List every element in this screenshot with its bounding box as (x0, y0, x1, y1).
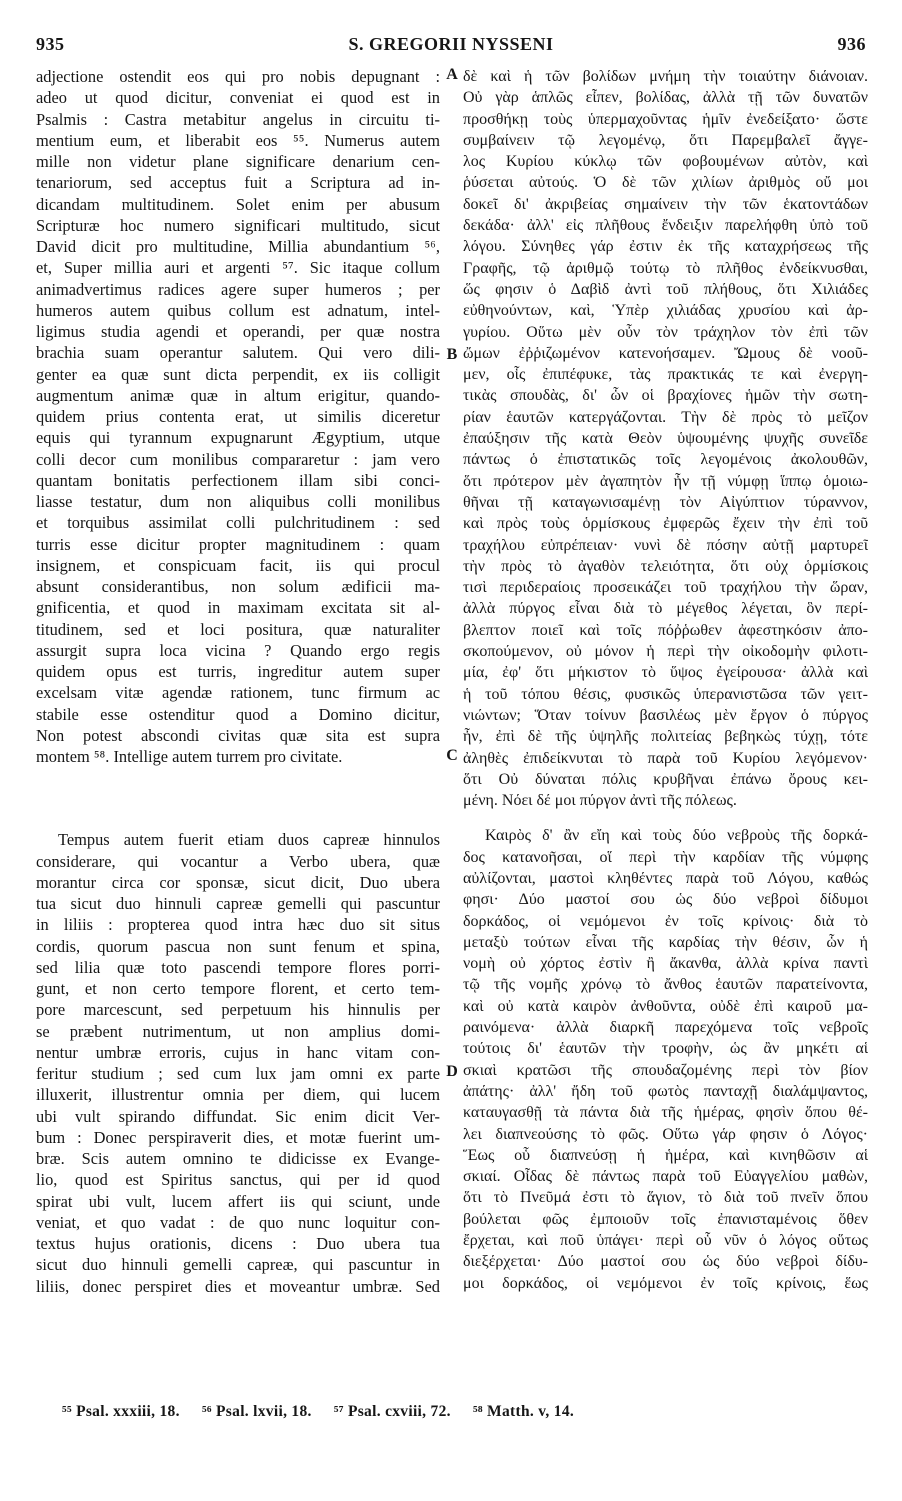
latin-para2-line: nentur umbræ erroris, cujus in hanc vitam con- (36, 1042, 440, 1062)
latin-para2-line: pore marcescunt, sed perpetuum his hinnulis per (36, 1000, 440, 1020)
footnote-56: ⁵⁶ Psal. lxvii, 18. (201, 1403, 312, 1420)
greek-para2-line: βούλεται φῶς ἐμποιοῦν τοῖς ἐπανισταμένοις ὅθεν (463, 1210, 868, 1228)
latin-para1-line: quidem opus est turris, ingreditur autem super (36, 662, 440, 681)
footnote-58: ⁵⁸ Matth. v, 14. (472, 1403, 575, 1420)
greek-para1-line: δὲ καὶ ἡ τῶν βολίδων μνήμη τὴν τοιαύτην διάνοιαν. (463, 68, 868, 85)
latin-para1-line: absunt considerantibus, non solum ædificii ma- (36, 577, 440, 596)
latin-para2-line: sed lilia quæ toto pascendi tempore flores porri- (36, 957, 440, 977)
greek-para1-line: ὤμων ἐῤῥιζωμένον κατενοήσαμεν. Ὤμους δὲ νοοῦ- (463, 344, 868, 362)
footnote-57: ⁵⁷ Psal. cxviii, 72. (333, 1403, 451, 1420)
latin-para1-line: montem ⁵⁸. Intellige autem turrem pro civitate. (36, 747, 343, 766)
latin-para1-line: excelsam vitæ agendæ rationem, tunc firmum ac (36, 683, 440, 703)
greek-para2-line: νομὴ οὐ χόρτος ἐστὶν ἢ ἄκανθα, ἀλλὰ κρίνα παντὶ (463, 955, 868, 973)
greek-para1-line: ὅτι Οὐ δύναται πόλις κρυβῆναι ἐπάνω ὄρους κει- (463, 770, 868, 788)
greek-para1-line: ῥύσεται αὐτούς. Ὁ δὲ τῶν χιλίων ἀριθμὸς οὔ μοι (463, 174, 868, 192)
latin-para2-line: Tempus autem fuerit etiam duos capreæ hinnulos (58, 830, 440, 850)
latin-para2-line: cordis, quorum pascua non sunt fenum et spina, (36, 936, 440, 956)
greek-para2-line: ραινόμενα· ἀλλὰ διαρκῆ παρεχόμενα τοῖς νεβροῖς (463, 1019, 868, 1037)
greek-para1-line: προσθήκῃ τοὺς ὑπερμαχοῦντας ἡμῖν ἐνεδείξατο· ὥστε (463, 110, 868, 128)
margin-marker-d: D (446, 1063, 458, 1080)
latin-para1-line: et, Super millia auri et argenti ⁵⁷. Sic itaque collum (36, 258, 440, 278)
latin-para1-line: quantam bonitatis perfectionem illam sibi conci- (36, 470, 440, 490)
latin-para1-line: brachia suam operantur salutem. Qui vero dili- (36, 343, 440, 363)
greek-column (463, 66, 868, 1294)
latin-para2-line: lio, quod est Spiritus sanctus, qui per id quod (36, 1170, 440, 1190)
greek-para2-line: τῷ τῆς νομῆς χρόνῳ τὸ ἄνθος ἑαυτῶν παρατείνοντα, (463, 976, 868, 994)
greek-para2-line: μεταξὺ τούτων εἶναι τῆς καρδίας τὴν θέσιν, ὧν ἡ (463, 933, 868, 951)
greek-para1-line: λόγου. Σύνηθες γάρ ἐστιν ἐκ τῆς καταχρήσεως τῆς (463, 238, 868, 256)
latin-para1-line: humeros autem quibus collum est adnatum, intel- (36, 300, 440, 320)
latin-para1-line: genter ea quæ sunt dicta perpendit, ex iis colligit (36, 364, 440, 384)
greek-para2-line: δορκάδος, οἱ νεμόμενοι ἐν τοῖς κρίνοις· διὰ τὸ (463, 912, 868, 930)
latin-para1-line: adjectione ostendit eos qui pro nobis depugnant : (36, 67, 440, 86)
margin-marker-c: C (446, 747, 458, 764)
latin-para1-line: Psalmis : Castra metabitur angelus in circuitu ti- (36, 109, 440, 129)
greek-para1-line: ἀλλὰ πύργος εἶναι διὰ τὸ μέγεθος λέγεται, ὃν περί- (463, 600, 868, 618)
latin-para2-line: liliis, donec perspiret dies et moveantur umbræ. Sed (36, 1276, 440, 1296)
latin-column (36, 66, 440, 1297)
latin-para2-line: spirat ubi vult, lucem affert iis qui sciunt, unde (36, 1191, 440, 1211)
latin-para2-line: tua sicut duo hinnuli capreæ gemelli qui pascuntur (36, 894, 440, 913)
latin-para1-line: tenariorum, sed acceptus fuit a Scriptura ad in- (36, 173, 440, 193)
page-number-right: 936 (837, 34, 866, 54)
greek-para1-line: συμβαίνειν τῷ λεγομένῳ, ὅτι Παρεμβαλεῖ ἄγγε- (463, 131, 868, 149)
greek-para1-line: νιώντων; Ὅταν τοίνυν βασιλέως μὲν ἔργον ὁ πύργος (463, 706, 868, 724)
latin-para2-line: morantur circa cor sponsæ, sicut dicit, Duo ubera (36, 872, 440, 892)
footnotes (62, 1403, 866, 1421)
greek-para1-line: τραχήλου εὐπρέπειαν· νυνὶ δὲ πόσην αὐτῇ μαρτυρεῖ (463, 536, 868, 554)
latin-para2-line: bum : Donec perspiraverit dies, et motæ fuerint um- (36, 1127, 440, 1147)
greek-para1-line: καὶ πρὸς τοὺς ὁρμίσκους ἐμφερῶς ἔχειν τὴν ἐπὶ τοῦ (463, 515, 868, 533)
greek-para2-line: σκιαὶ κρατῶσι τῆς σπουδαζομένης περὶ τὸν βίον (463, 1061, 868, 1079)
greek-para1-line: μένη. Νόει δέ μοι πύργον ἀντὶ τῆς πόλεως. (463, 792, 737, 810)
latin-para1-line: gnificentia, et quod in maximam excitata sit al- (36, 598, 440, 618)
latin-para1-line: turris esse dicitur propter magnitudinem : quam (36, 534, 440, 554)
greek-para2-line: καταυγασθῇ τὰ πάντα διὰ τῆς ἡμέρας, φησὶν ὅπου θέ- (463, 1104, 868, 1122)
greek-para2-line: σκιαί. Οἶδας δὲ πάντως παρὰ τοῦ Εὐαγγελίου μαθὼν, (463, 1168, 868, 1186)
greek-para1-line: εὐθηνούντων, καὶ, Ὑπὲρ χιλιάδας χρυσίου καὶ ἀρ- (463, 302, 868, 320)
latin-para2-line: veniat, et quo vadat : de quo nunc loquitur con- (36, 1212, 440, 1232)
greek-para2-line: Ἕως οὗ διαπνεύσῃ ἡ ἡμέρα, καὶ κινηθῶσιν αἱ (463, 1146, 868, 1164)
greek-para2-line: ἔρχεται, καὶ ποῦ ὑπάγει· περὶ οὗ νῦν ὁ λόγος οὕτως (463, 1232, 868, 1250)
greek-para1-line: δεκάδα· ἀλλ' εἰς πλῆθους ἔνδειξιν παρελήφθη ὑπὸ τοῦ (463, 217, 868, 235)
greek-para2-line: φησι· Δύο μαστοί σου ὡς δύο νεβροὶ δίδυμοι (463, 891, 868, 909)
greek-para1-line: λος Κυρίου κύκλῳ τῶν φοβουμένων αὐτὸν, καὶ (463, 153, 868, 171)
greek-para1-line: ἡ τοῦ τόπου θέσις, φυσικῶς ὑπερανιστῶσα τῶν γειτ- (463, 685, 868, 703)
latin-para1-line: mille non videtur plane significare denarium cen- (36, 152, 440, 171)
greek-para2-line: ὅτι τὸ Πνεῦμά ἐστι τὸ ἅγιον, τὸ διὰ τοῦ πνεῖν ὅπου (463, 1189, 868, 1207)
latin-para1-line: colli decor cum monilibus compararetur : jam vero (36, 449, 440, 469)
greek-para1-line: ἀληθὲς ἐπιδείκνυται τὸ παρὰ τοῦ Κυρίου λεγόμενον· (463, 749, 868, 767)
greek-para1-line: πάντως ὁ ἐπιστατικῶς τοῖς λεγομένοις ἀκολουθῶν, (463, 451, 868, 469)
greek-para1-line: τικὰς σπουδὰς, δι' ὧν οἱ βραχίονες ἡμῶν τὴν σωτη- (463, 387, 868, 405)
latin-para1-line: ligimus studia agendi et operandi, per quæ nostra (36, 322, 440, 341)
latin-para2-line: bræ. Scis autem omnino te didicisse ex Evange- (36, 1149, 440, 1168)
latin-para1-line: titudinem, sed et loci positura, quæ naturaliter (36, 619, 440, 639)
greek-para1-line: Γραφῆς, τῷ ἀριθμῷ τούτῳ τὸ πλῆθος ἐνδείκνυσθαι, (463, 259, 868, 277)
latin-para1-line: Scripturæ hoc numero significari multitudo, sicut (36, 215, 440, 235)
latin-para1-line: quidem prius contenta erat, ut similis diceretur (36, 407, 440, 426)
latin-para1-line: Non potest abscondi civitas quæ sita est supra (36, 725, 440, 745)
greek-para1-line: τὴν πρὸς τὸ ἀγαθὸν τελειότητα, ὅτι οὐχ ὁρμίσκοις (463, 557, 868, 575)
latin-para2-line: se præbent nutrimentum, ut non amplius domi- (36, 1021, 440, 1041)
greek-para1-line: γυρίου. Οὕτω μὲν οὖν τὸν τράχηλον τὸν ἐπὶ τῶν (463, 323, 868, 341)
margin-marker-b: B (446, 346, 458, 363)
latin-para2-line: textus hujus orationis, dicens : Duo ubera tua (36, 1234, 440, 1253)
latin-para1-line: equis qui tyrannum expugnarunt Ægyptium, utque (36, 428, 440, 448)
latin-para1-line: et torquibus assimilat colli pulchritudinem : sed (36, 513, 440, 533)
greek-para1-line: ὅτι πρότερον μὲν ἀγαπητὸν ἦν τῇ νύμφῃ ἵππῳ ὁμοιω- (463, 472, 868, 490)
latin-para1-line: insignem, et conspicuam facit, iis qui procul (36, 555, 440, 575)
greek-para1-line: μεν, οἷς ἐπιπέφυκε, τὰς πρακτικάς τε καὶ ἐνεργη- (463, 366, 868, 384)
latin-para1-line: mentium eum, et liberabit eos ⁵⁵. Numerus autem (36, 130, 440, 150)
greek-para2-line: διεξέρχεται· Δύο μαστοί σου ὡς δύο νεβροὶ δίδυ- (463, 1253, 868, 1271)
running-title: S. GREGORII NYSSENI (348, 34, 554, 54)
latin-para1-line: stabile esse ostenditur quod a Domino dicitur, (36, 704, 440, 724)
greek-para2-line: Καιρὸς δ' ἂν εἴη καὶ τοὺς δύο νεβροὺς τῆς δορκά- (485, 827, 868, 845)
greek-para2-line: λει διαπνεούσης τὸ φῶς. Οὕτω γάρ φησιν ὁ Λόγος· (463, 1125, 868, 1143)
greek-para2-line: αὐλίζονται, μαστοὶ κληθέντες παρὰ τοῦ Λόγου, καθώς (463, 869, 868, 887)
latin-para1-line: liasse testatur, dum non aliquibus colli monilibus (36, 492, 440, 511)
latin-para1-line: dicandam multitudinem. Solet enim per abusum (36, 194, 440, 214)
greek-para1-line: ὥς φησιν ὁ Δαβὶδ ἀντὶ τοῦ πλήθους, ὅτι Χιλιάδες (463, 280, 868, 298)
greek-para2-line: καὶ οὐ κατὰ καιρὸν ἀνθοῦντα, οὐδὲ ἐπὶ καιροῦ μα- (463, 997, 868, 1015)
latin-para2-line: feritur studium ; sed cum lux jam omni ex parte (36, 1064, 440, 1083)
greek-para2-line: τούτοις δι' ἑαυτῶν τὴν τροφὴν, ὡς ἂν μηκέτι αἱ (463, 1040, 868, 1058)
latin-para2-line: considerare, qui vocantur a Verbo ubera, quæ (36, 851, 440, 871)
latin-para2-line: gunt, et non certo tempore florent, et certo tem- (36, 979, 440, 998)
latin-para2-line: ubi vult spirando diffundat. Sic enim dicit Ver- (36, 1106, 440, 1126)
greek-para1-line: ἦν, ἐπὶ δὲ τῆς ὑψηλῆς πολιτείας βεβηκὼς τύχῃ, τότε (463, 728, 868, 746)
greek-para1-line: βλεπτον ποιεῖ καὶ τοῖς πόῤῥωθεν ἀφεστηκόσιν ἀπο- (463, 621, 868, 639)
latin-para1-line: assurgit supra loca vicina ? Quando ergo regis (36, 640, 440, 660)
latin-para2-line: illuxerit, illustrentur omnia per diem, qui lucem (36, 1085, 440, 1105)
greek-para1-line: τισὶ περιδεραίοις προσεικάζει τοῦ τραχήλου τὴν ὥραν, (463, 579, 868, 597)
latin-para1-line: animadvertimus radices agere super humeros ; per (36, 279, 440, 299)
greek-para2-line: δος κατανοῆσαι, οἵ περὶ τὴν καρδίαν τῆς νύμφης (463, 848, 868, 866)
greek-para2-line: μοι δορκάδος, οἱ νεμόμενοι ἐν τοῖς κρίνοις, ἕως (463, 1274, 868, 1292)
latin-para1-line: David dicit pro multitudine, Millia abundantium ⁵⁶, (36, 237, 440, 256)
margin-marker-a: A (446, 66, 458, 83)
greek-para1-line: ρίαν ἑαυτῶν κατεργάζονται. Τὴν δὲ πρὸς τὸ μεῖζον (463, 408, 868, 426)
greek-para1-line: δοκεῖ δι' ἀκριβείας σημαίνειν τὴν τῶν ἑκατοντάδων (463, 195, 868, 213)
page-header (36, 34, 866, 58)
footnote-55: ⁵⁵ Psal. xxxiii, 18. (62, 1403, 180, 1420)
greek-para1-line: θῆναι τῇ καταγωνισαμένῃ τὸν Αἰγύπτιον τύραννον, (463, 493, 868, 511)
greek-para1-line: Οὐ γὰρ ἁπλῶς εἶπεν, βολίδας, ἀλλὰ τῇ τῶν δυνατῶν (463, 89, 868, 107)
greek-para1-line: ἐπαύξησιν τῆς κατὰ Θεὸν ὑψουμένης ψυχῆς συνεῖδε (463, 430, 868, 448)
latin-para1-line: augmentum animæ quæ in altum erigitur, quando- (36, 385, 440, 405)
latin-para1-line: adeo ut quod dicitur, conveniat ei quod est in (36, 88, 440, 108)
greek-para1-line: μία, ἐφ' ὅτι μήκιστον τὸ ὕψος ἐγείρουσα· ἀλλὰ καὶ (463, 664, 868, 682)
greek-para1-line: σκοπούμενον, οὐ μόνον ἡ περὶ τὴν οἰκοδομὴν φιλοτι- (463, 643, 868, 661)
page-number-left: 935 (36, 34, 65, 54)
greek-para2-line: ἀπάτης· ἀλλ' ἤδη τοῦ φωτὸς πανταχῇ διαλάμψαντος, (463, 1082, 868, 1100)
latin-para2-line: sicut duo hinnuli gemelli capreæ, qui pascuntur in (36, 1255, 440, 1275)
latin-para2-line: in liliis : propterea quod intra hæc duo sit situs (36, 915, 440, 935)
